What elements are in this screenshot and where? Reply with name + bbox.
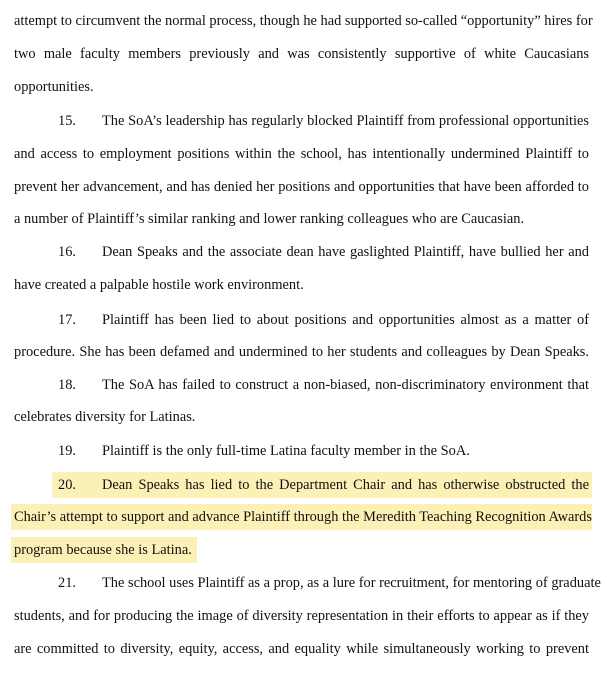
paragraph-number: 19. [58, 443, 76, 459]
paragraph-number: 21. [58, 575, 76, 591]
paragraph-number: 15. [58, 113, 76, 129]
paragraph-text: Dean Speaks and the associate dean have gaslighted Plaintiff, have bullied her and [102, 244, 589, 260]
text-line: two male faculty members previously and was consistently supportive of white Caucasians [14, 46, 589, 62]
text-line: have created a palpable hostile work environment. [14, 277, 304, 293]
paragraph-number: 20. [58, 477, 76, 493]
paragraph-number: 16. [58, 244, 76, 260]
text-line: a number of Plaintiff’s similar ranking and lower ranking colleagues who are Caucasian. [14, 211, 525, 227]
paragraph-text: The school uses Plaintiff as a prop, as a lure for recruitment, for mentoring of graduate [102, 575, 601, 591]
text-line-highlighted: program because she is Latina. [14, 542, 192, 558]
text-line: celebrates diversity for Latinas. [14, 409, 196, 425]
paragraph-text: Plaintiff has been lied to about positions and opportunities almost as a matter of [102, 312, 589, 328]
paragraph-text: The SoA’s leadership has regularly blocked Plaintiff from professional opportunities [102, 113, 589, 129]
text-line: are committed to diversity, equity, access, and equality while simultaneously working to prevent [14, 641, 589, 657]
text-line: prevent her advancement, and has denied her positions and opportunities that have been afforded to [14, 179, 589, 195]
paragraph-first-line [14, 309, 589, 331]
text-line: and access to employment positions within the school, has intentionally undermined Plaintiff to [14, 146, 589, 162]
paragraph-first-line [14, 440, 589, 462]
text-line-highlighted: Chair’s attempt to support and advance Plaintiff through the Meredith Teaching Recognition Awards [14, 509, 592, 525]
paragraph-first-line [14, 241, 589, 263]
paragraph-number: 17. [58, 312, 76, 328]
text-line: students, and for producing the image of diversity representation in their efforts to appear as if they [14, 608, 589, 624]
paragraph-text: Dean Speaks has lied to the Department Chair and has otherwise obstructed the [102, 477, 589, 493]
paragraph-text: The SoA has failed to construct a non-biased, non-discriminatory environment that [102, 377, 589, 393]
paragraph-first-line [14, 572, 601, 594]
paragraph-number: 18. [58, 377, 76, 393]
paragraph-first-line [14, 110, 589, 132]
text-line: procedure. She has been defamed and undermined to her students and colleagues by Dean Speaks. [14, 344, 589, 360]
paragraph-first-line [14, 374, 589, 396]
text-line: opportunities. [14, 79, 94, 95]
paragraph-first-line-highlighted [14, 474, 589, 496]
text-line: attempt to circumvent the normal process, though he had supported so-called “opportunity” hires for [14, 13, 593, 29]
paragraph-text: Plaintiff is the only full-time Latina faculty member in the SoA. [102, 443, 470, 459]
